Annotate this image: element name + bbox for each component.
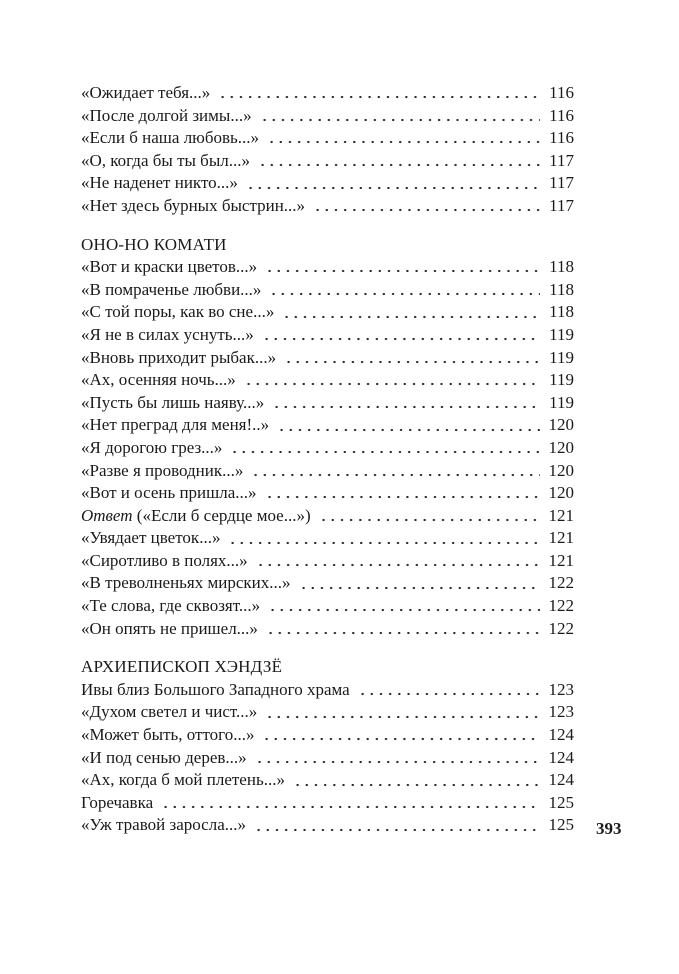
dot-leader — [319, 515, 540, 525]
entry-title-text: «После долгой зимы...» — [81, 105, 252, 125]
entry-title-text: «Нет здесь бурных быстрин...» — [81, 195, 306, 215]
entry-prefix: Ответ — [81, 505, 133, 525]
entry-title-text: «Может быть, оттого...» — [81, 725, 255, 745]
dot-leader — [256, 560, 540, 570]
toc-entry — [81, 127, 574, 150]
toc-entry — [81, 814, 574, 837]
toc-entry — [81, 369, 574, 392]
entry-page-number: 119 — [549, 324, 574, 344]
dot-leader — [262, 334, 540, 344]
entry-title — [81, 618, 258, 641]
entry-page-number: 123 — [548, 679, 574, 699]
entry-title-text: «Вновь приходит рыбак...» — [81, 347, 277, 367]
toc-section — [81, 82, 574, 218]
dot-leader — [265, 712, 540, 722]
dot-leader — [251, 470, 540, 480]
entry-title-text: «Уж травой заросла...» — [81, 815, 246, 835]
entry-title — [81, 769, 285, 792]
entry-title-text: «Ах, когда б мой плетень...» — [81, 770, 285, 790]
entry-page-number: 122 — [548, 573, 574, 593]
entry-title — [81, 414, 269, 437]
entry-page-number: 122 — [548, 596, 574, 616]
toc-section — [81, 234, 574, 641]
dot-leader — [293, 780, 540, 790]
dot-leader — [265, 266, 540, 276]
entry-title — [81, 105, 252, 128]
toc-entry — [81, 105, 574, 128]
toc-entry — [81, 527, 574, 550]
entry-title-text: «Не наденет никто...» — [81, 173, 238, 193]
entry-page-number: 120 — [548, 415, 574, 435]
entry-title — [81, 127, 259, 150]
entry-title — [81, 505, 311, 528]
dot-leader — [272, 402, 540, 412]
entry-title-text: Ивы близ Большого Западного храма — [81, 679, 350, 699]
entry-title-text: «С той поры, как во сне...» — [81, 302, 275, 322]
entry-page-number: 124 — [548, 747, 574, 767]
dot-leader — [269, 289, 540, 299]
toc-entry — [81, 701, 574, 724]
dot-leader — [254, 825, 540, 835]
entry-page-number: 125 — [548, 792, 574, 812]
entry-page-number: 122 — [548, 618, 574, 638]
toc-entry — [81, 324, 574, 347]
toc-entry — [81, 172, 574, 195]
entry-page-number: 121 — [548, 550, 574, 570]
toc-entry — [81, 437, 574, 460]
entry-page-number: 116 — [549, 128, 574, 148]
dot-leader — [260, 115, 540, 125]
toc-entry — [81, 550, 574, 573]
entry-page-number: 119 — [549, 392, 574, 412]
dot-leader — [244, 379, 540, 389]
entry-title-text: «Я не в силах уснуть...» — [81, 324, 254, 344]
entry-page-number: 118 — [549, 257, 574, 277]
entry-title — [81, 701, 257, 724]
toc-entry — [81, 595, 574, 618]
toc-entry — [81, 482, 574, 505]
entry-page-number: 120 — [548, 483, 574, 503]
dot-leader — [230, 447, 540, 457]
entry-title-text: («Если б сердце мое...») — [132, 505, 311, 525]
entry-title-text: «О, когда бы ты был...» — [81, 150, 250, 170]
entry-page-number: 116 — [549, 105, 574, 125]
entry-page-number: 117 — [549, 150, 574, 170]
dot-leader — [218, 92, 540, 102]
entry-title-text: «Нет преград для меня!..» — [81, 415, 270, 435]
toc-entry — [81, 82, 574, 105]
entry-title — [81, 527, 220, 550]
entry-page-number: 119 — [549, 370, 574, 390]
entry-title-text: «И под сенью дерев...» — [81, 747, 247, 767]
entry-title — [81, 792, 153, 815]
entry-title — [81, 595, 260, 618]
toc-entry — [81, 679, 574, 702]
entry-title — [81, 301, 274, 324]
entry-title — [81, 679, 350, 702]
dot-leader — [246, 183, 540, 193]
dot-leader — [358, 689, 540, 699]
entry-title-text: «Если б наша любовь...» — [81, 128, 260, 148]
entry-title-text: «Я дорогою грез...» — [81, 437, 223, 457]
entry-title — [81, 195, 305, 218]
entry-title-text: «Те слова, где сквозят...» — [81, 596, 261, 616]
entry-title-text: «Вот и осень пришла...» — [81, 483, 257, 503]
entry-page-number: 124 — [548, 725, 574, 745]
toc-entry — [81, 347, 574, 370]
toc-entry — [81, 505, 574, 528]
entry-page-number: 117 — [549, 173, 574, 193]
entry-title-text: «Духом светел и чист...» — [81, 702, 258, 722]
toc-entry — [81, 414, 574, 437]
entry-page-number: 117 — [549, 195, 574, 215]
entry-page-number: 119 — [549, 347, 574, 367]
table-of-contents — [81, 82, 574, 853]
toc-section — [81, 656, 574, 837]
entry-title-text: «Он опять не пришел...» — [81, 618, 258, 638]
toc-entry — [81, 747, 574, 770]
entry-title-text: «Ожидает тебя...» — [81, 83, 211, 102]
section-title: АРХИЕПИСКОП ХЭНДЗЁ — [81, 657, 283, 677]
toc-entry — [81, 572, 574, 595]
toc-entry — [81, 618, 574, 641]
dot-leader — [255, 757, 540, 767]
dot-leader — [265, 492, 540, 502]
entry-title-text: «В помраченье любви...» — [81, 279, 262, 299]
entry-page-number: 116 — [549, 83, 574, 102]
entry-title-text: «Ах, осенняя ночь...» — [81, 370, 236, 390]
dot-leader — [267, 137, 540, 147]
entry-title-text: «Пусть бы лишь наяву...» — [81, 392, 265, 412]
dot-leader — [299, 583, 540, 593]
entry-title — [81, 256, 257, 279]
entry-title — [81, 572, 291, 595]
entry-page-number: 121 — [548, 505, 574, 525]
entry-page-number: 123 — [548, 702, 574, 722]
entry-page-number: 121 — [548, 528, 574, 548]
entry-page-number: 120 — [548, 437, 574, 457]
entry-title — [81, 82, 210, 105]
entry-page-number: 118 — [549, 279, 574, 299]
dot-leader — [313, 205, 540, 215]
entry-title-text: Горечавка — [81, 792, 154, 812]
toc-entry — [81, 195, 574, 218]
toc-entry — [81, 301, 574, 324]
toc-entry — [81, 769, 574, 792]
toc-entry — [81, 460, 574, 483]
entry-title-text: «Сиротливо в полях...» — [81, 550, 248, 570]
entry-title — [81, 747, 247, 770]
entry-title — [81, 814, 246, 837]
toc-entry — [81, 792, 574, 815]
dot-leader — [282, 312, 540, 322]
toc-entry — [81, 724, 574, 747]
entry-title-text: «В треволненьях мирских...» — [81, 573, 291, 593]
section-title: ОНО-НО КОМАТИ — [81, 234, 227, 254]
entry-title-text: «Вот и краски цветов...» — [81, 257, 258, 277]
entry-title — [81, 437, 222, 460]
toc-entry — [81, 392, 574, 415]
dot-leader — [277, 425, 540, 435]
entry-title — [81, 172, 238, 195]
entry-title — [81, 347, 276, 370]
dot-leader — [258, 160, 540, 170]
entry-title-text: «Разве я проводник...» — [81, 460, 244, 480]
entry-page-number: 125 — [548, 815, 574, 835]
entry-title — [81, 279, 261, 302]
dot-leader — [161, 802, 540, 812]
entry-title — [81, 482, 257, 505]
entry-title — [81, 550, 248, 573]
entry-title — [81, 150, 250, 173]
dot-leader — [266, 628, 540, 638]
toc-entry — [81, 279, 574, 302]
toc-entry — [81, 150, 574, 173]
dot-leader — [228, 538, 540, 548]
entry-title — [81, 369, 236, 392]
dot-leader — [268, 605, 540, 615]
entry-title — [81, 392, 264, 415]
entry-title — [81, 460, 243, 483]
entry-title — [81, 324, 254, 347]
entry-title — [81, 724, 254, 747]
entry-page-number: 120 — [548, 460, 574, 480]
dot-leader — [284, 357, 540, 367]
entry-title-text: «Увядает цветок...» — [81, 528, 221, 548]
toc-entry — [81, 256, 574, 279]
entry-page-number: 118 — [549, 302, 574, 322]
page-number: 393 — [596, 819, 622, 838]
dot-leader — [262, 734, 540, 744]
entry-page-number: 124 — [548, 770, 574, 790]
